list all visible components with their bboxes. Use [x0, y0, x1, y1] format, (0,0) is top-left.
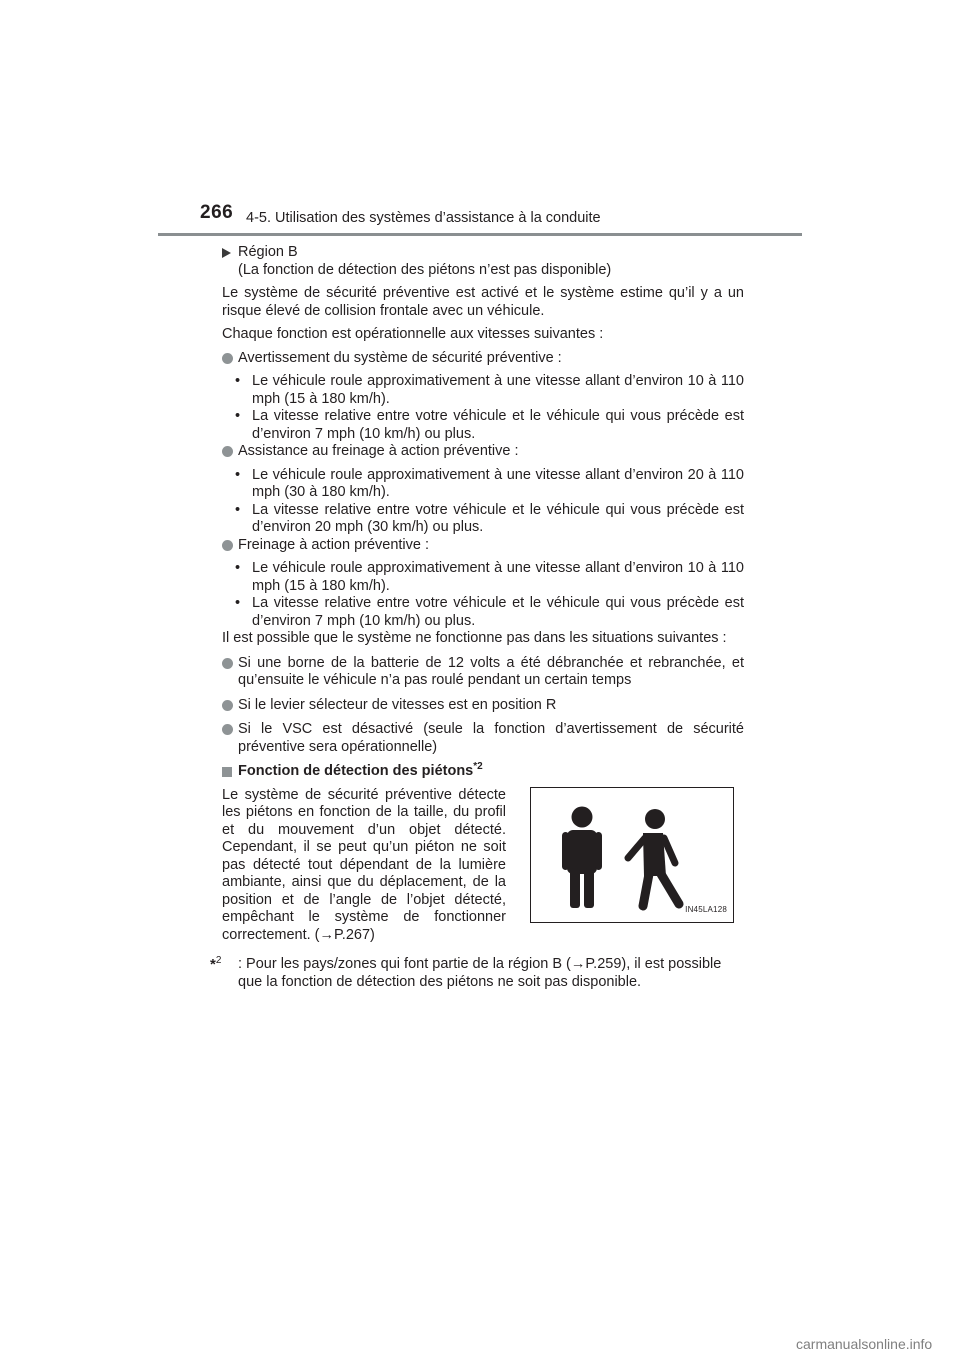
footnote — [210, 955, 744, 991]
speeds-intro: Chaque fonction est opérationnelle aux vitesses suivantes : — [222, 326, 604, 342]
situation-text: Si le VSC est désactivé (seule la fonction d’avertissement de sécurité préventive sera opérationnelle) — [238, 721, 744, 755]
pedestrian-heading — [222, 763, 744, 781]
region-b-block — [222, 244, 744, 279]
situation-text: Si le levier sélecteur de vitesses est en position R — [238, 696, 557, 713]
list-item-text: La vitesse relative entre votre véhicule et le véhicule qui vous précède est d’environ 20 mph (30 km/h) ou plus. — [252, 501, 744, 535]
circle-bullet-icon — [222, 700, 233, 711]
list-item — [222, 467, 744, 502]
footnote-marker — [210, 952, 221, 974]
footnote-line: : Pour les pays/zones qui font partie de la région B (→P.259), il est possible — [238, 956, 722, 972]
list-item-text: La vitesse relative entre votre véhicule et le véhicule qui vous précède est d’environ 7 mph (10 km/h) ou plus. — [252, 595, 744, 629]
bullet-marker: • — [235, 501, 241, 518]
header-rule — [158, 233, 802, 236]
circle-bullet-icon — [222, 540, 233, 551]
circle-bullet-icon — [222, 658, 233, 669]
list-item — [222, 373, 744, 408]
function-braking — [222, 537, 744, 555]
list-item — [222, 502, 744, 537]
main-content — [222, 244, 744, 974]
walking-person-icon — [628, 809, 679, 906]
list-item-text: Le véhicule roule approximativement à une vitesse allant d’environ 10 à 110 mph (15 à 180 km/h). — [252, 373, 744, 407]
list-item — [222, 408, 744, 443]
triangle-arrow-icon — [222, 248, 231, 258]
footnote-ref: *2 — [473, 761, 483, 773]
function-brake-assist — [222, 443, 744, 461]
function-title: Avertissement du système de sécurité préventive : — [238, 349, 562, 366]
situation-text: Si une borne de la batterie de 12 volts a été débranchée et rebranchée, et qu’ensuite le véhicule n’a pas roulé pendant un certain temps — [238, 654, 744, 688]
page-header — [158, 202, 802, 236]
list-item-text: Le véhicule roule approximativement à une vitesse allant d’environ 20 à 110 mph (30 à 180 km/h). — [252, 466, 744, 500]
footnote-star: * — [210, 956, 216, 973]
situation-item — [222, 655, 744, 690]
page-number: 266 — [200, 202, 234, 223]
pedestrian-figure-row — [222, 787, 744, 974]
bullet-marker: • — [235, 408, 241, 424]
watermark-text: carmanualsonline.info — [796, 1336, 933, 1352]
square-bullet-icon — [222, 767, 232, 777]
footnote-line: que la fonction de détection des piétons ne soit pas disponible. — [238, 974, 642, 990]
footnote-number: 2 — [215, 955, 222, 966]
bullet-marker: • — [235, 560, 241, 576]
region-b-title: Région B — [238, 244, 298, 260]
pedestrian-figure — [530, 787, 734, 923]
situations-intro: Il est possible que le système ne fonctionne pas dans les situations suivantes : — [222, 630, 727, 646]
list-item — [222, 560, 744, 595]
pedestrian-heading-text: Fonction de détection des piétons — [238, 763, 474, 779]
section-title: 4-5. Utilisation des systèmes d’assistance à la conduite — [246, 210, 601, 226]
list-item-text: Le véhicule roule approximativement à une vitesse allant d’environ 10 à 110 mph (15 à 180 km/h). — [252, 560, 744, 594]
circle-bullet-icon — [222, 353, 233, 364]
list-item-text: La vitesse relative entre votre véhicule et le véhicule qui vous précède est d’environ 7 mph (10 km/h) ou plus. — [252, 408, 744, 442]
footnote-text — [210, 955, 744, 991]
circle-bullet-icon — [222, 724, 233, 735]
pedestrian-description: Le système de sécurité préventive détecte les piétons en fonction de la taille, du profil et du mouvement d’un objet détecté. Cependant, il se peut qu’un piéton ne soit pas détecté tout dépendant de la lumière ambiante, ainsi que du déplacement, de la position et de l’angle de l’objet détecté, empêchant le système de fonctionner correctement. (→P.267) — [222, 786, 506, 943]
circle-bullet-icon — [222, 446, 233, 457]
function-warning — [222, 350, 744, 368]
list-item — [222, 595, 744, 630]
bullet-marker: • — [235, 373, 241, 389]
bullet-marker: • — [235, 466, 241, 483]
intro-paragraph: Le système de sécurité préventive est activé et le système estime qu’il y a un risque élevé de collision frontale avec un véhicule. — [222, 285, 744, 319]
standing-person-icon — [562, 806, 602, 908]
situation-item — [222, 697, 744, 715]
function-title: Assistance au freinage à action préventive : — [238, 443, 519, 459]
region-b-note: (La fonction de détection des piétons n’est pas disponible) — [238, 261, 612, 278]
figure-code: IN45LA128 — [685, 905, 727, 914]
function-title: Freinage à action préventive : — [238, 536, 430, 553]
bullet-marker: • — [235, 595, 241, 611]
situation-item — [222, 721, 744, 756]
